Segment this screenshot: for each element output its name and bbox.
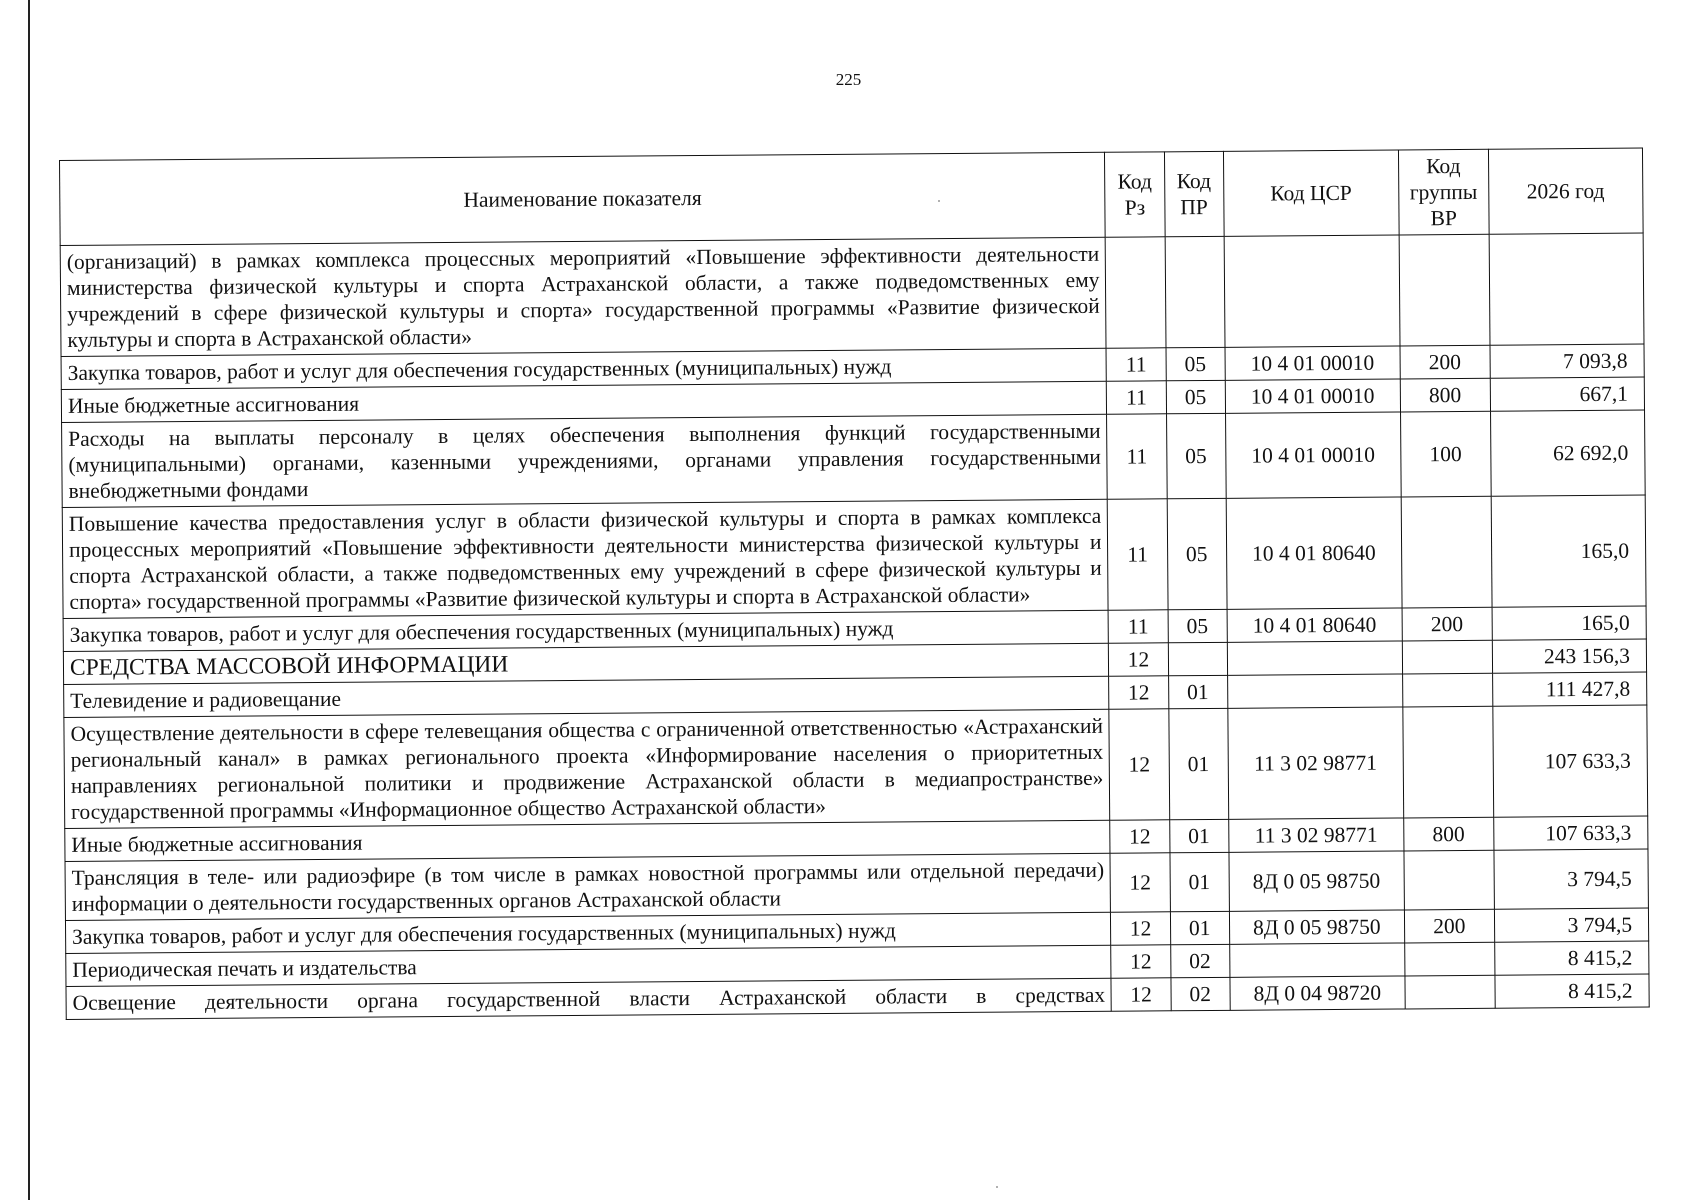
row-vr (1405, 975, 1495, 1009)
row-csr (1227, 641, 1402, 675)
row-rz: 11 (1107, 414, 1167, 499)
row-value: 165,0 (1491, 495, 1646, 607)
row-csr: 11 3 02 98771 (1228, 707, 1404, 819)
row-name: Закупка товаров, работ и услуг для обеспечения государственных (муниципальных) нужд (63, 610, 1109, 651)
row-pr: 02 (1170, 944, 1229, 977)
row-name: Закупка товаров, работ и услуг для обеспечения государственных (муниципальных) нужд (65, 912, 1111, 953)
row-pr (1168, 642, 1227, 675)
row-csr (1224, 235, 1400, 347)
row-pr: 01 (1169, 819, 1228, 852)
row-vr: 200 (1402, 607, 1492, 641)
page-number: 225 (835, 70, 862, 89)
row-vr (1401, 496, 1492, 608)
row-pr: 01 (1168, 675, 1227, 708)
row-pr: 05 (1166, 413, 1226, 498)
row-csr: 10 4 01 00010 (1225, 379, 1400, 413)
row-vr (1403, 706, 1494, 818)
row-name: Повышение качества предоставления услуг в области физической культуры и спорта в рамках комплекса процессных мероприятий «Повышение эффективности деятельности министерства физической культуры и спорта Астраханской области, а также подведомственных ему учреждений в сфере физической культуры и спорта» государственной программы «Развитие физической культуры и спорта в Астраханской области» (62, 499, 1108, 618)
header-rz: Код Рз (1105, 152, 1165, 237)
row-rz (1106, 237, 1166, 348)
row-value: 107 633,3 (1493, 816, 1648, 850)
row-csr: 8Д 0 05 98750 (1229, 851, 1405, 911)
row-csr: 10 4 01 80640 (1226, 497, 1402, 609)
header-year: 2026 год (1488, 148, 1643, 234)
row-vr (1404, 850, 1494, 910)
row-name: Расходы на выплаты персоналу в целях обеспечения выполнения функций государственными (муниципальными) органами, казенными учреждениями, органами управления государственными внебюджетными фондами (62, 414, 1108, 507)
row-name: Осуществление деятельности в сфере телевещания общества с ограниченной ответственностью «Астраханский региональный канал» в рамках регионального проекта «Информирование населения о приоритетных направлениях региональной политики и продвижение Астраханской области в медиапространстве» государственной программы «Информационное общество Астраханской области» (64, 709, 1110, 828)
table-row (62, 410, 1646, 507)
row-rz: 11 (1106, 348, 1165, 381)
row-value: 107 633,3 (1492, 705, 1647, 817)
row-name: Телевидение и радиовещание (64, 676, 1110, 717)
row-vr (1402, 673, 1492, 707)
row-vr: 800 (1400, 378, 1490, 412)
budget-table (59, 148, 1650, 1020)
row-name: СРЕДСТВА МАССОВОЙ ИНФОРМАЦИИ (63, 643, 1109, 684)
row-vr (1399, 234, 1490, 346)
row-rz: 12 (1110, 820, 1169, 853)
binding-line (28, 0, 30, 1200)
table-row (64, 705, 1648, 828)
row-pr (1165, 236, 1225, 347)
row-pr: 05 (1167, 498, 1227, 609)
scan-speck (996, 1186, 998, 1188)
header-pr: Код ПР (1164, 151, 1224, 236)
row-vr (1405, 942, 1495, 976)
row-csr: 10 4 01 80640 (1227, 608, 1402, 642)
row-pr: 01 (1170, 911, 1229, 944)
row-rz: 12 (1109, 643, 1168, 676)
row-vr: 800 (1404, 817, 1494, 851)
row-csr: 8Д 0 05 98750 (1229, 910, 1404, 944)
row-pr: 01 (1170, 852, 1230, 911)
row-rz: 12 (1111, 912, 1170, 945)
table-row (60, 233, 1644, 356)
budget-table-wrapper (59, 148, 1650, 1020)
row-rz: 12 (1111, 945, 1170, 978)
row-name: Периодическая печать и издательства (66, 945, 1112, 986)
row-rz: 12 (1111, 978, 1170, 1011)
row-value: 165,0 (1492, 606, 1647, 640)
row-value: 111 427,8 (1492, 672, 1647, 706)
table-row (62, 495, 1646, 618)
row-name: (организаций) в рамках комплекса процессных мероприятий «Повышение эффективности деятельности министерства физической культуры и спорта Астраханской области, а также подведомственных ему учреждений в сфере физической культуры и спорта» государственной программы «Развитие физической культуры и спорта в Астраханской области» (60, 237, 1106, 356)
row-name: Иные бюджетные ассигнования (61, 381, 1107, 422)
row-csr: 11 3 02 98771 (1228, 818, 1403, 852)
row-rz: 12 (1109, 709, 1169, 820)
row-name: Освещение деятельности органа государственной власти Астраханской области в средствах (66, 978, 1112, 1019)
scan-speck (938, 200, 940, 202)
row-csr (1227, 674, 1402, 708)
row-value: 243 156,3 (1492, 639, 1647, 673)
row-csr: 10 4 01 00010 (1225, 412, 1401, 498)
row-csr: 8Д 0 04 98720 (1230, 976, 1405, 1010)
row-vr: 200 (1404, 909, 1494, 943)
row-rz: 11 (1107, 381, 1166, 414)
row-rz: 12 (1110, 853, 1170, 912)
row-name: Трансляция в теле- или радиоэфире (в том числе в рамках новостной программы или отдельной передачи) информации о деятельности государственных органов Астраханской области (65, 853, 1111, 920)
row-value (1489, 233, 1644, 345)
table-header-row (60, 148, 1644, 245)
row-name: Иные бюджетные ассигнования (65, 820, 1111, 861)
row-pr: 05 (1168, 609, 1227, 642)
header-name: Наименование показателя (60, 152, 1106, 245)
row-pr: 05 (1166, 380, 1225, 413)
header-csr: Код ЦСР (1223, 150, 1399, 236)
row-rz: 11 (1108, 499, 1168, 610)
row-vr: 100 (1400, 411, 1490, 497)
row-value: 3 794,5 (1494, 849, 1649, 909)
row-vr: 200 (1400, 345, 1490, 379)
row-rz: 11 (1109, 610, 1168, 643)
row-pr: 02 (1171, 977, 1230, 1010)
row-value: 3 794,5 (1494, 908, 1649, 942)
row-pr: 01 (1168, 708, 1228, 819)
row-value: 8 415,2 (1495, 974, 1650, 1008)
row-csr (1229, 943, 1404, 977)
row-vr (1402, 640, 1492, 674)
row-value: 62 692,0 (1490, 410, 1645, 496)
row-csr: 10 4 01 00010 (1225, 346, 1400, 380)
row-name: Закупка товаров, работ и услуг для обеспечения государственных (муниципальных) нужд (61, 348, 1107, 389)
row-rz: 12 (1109, 676, 1168, 709)
header-vr: Код группы ВР (1398, 149, 1488, 235)
row-value: 7 093,8 (1490, 344, 1645, 378)
row-pr: 05 (1166, 347, 1225, 380)
row-value: 667,1 (1490, 377, 1645, 411)
row-value: 8 415,2 (1494, 941, 1649, 975)
